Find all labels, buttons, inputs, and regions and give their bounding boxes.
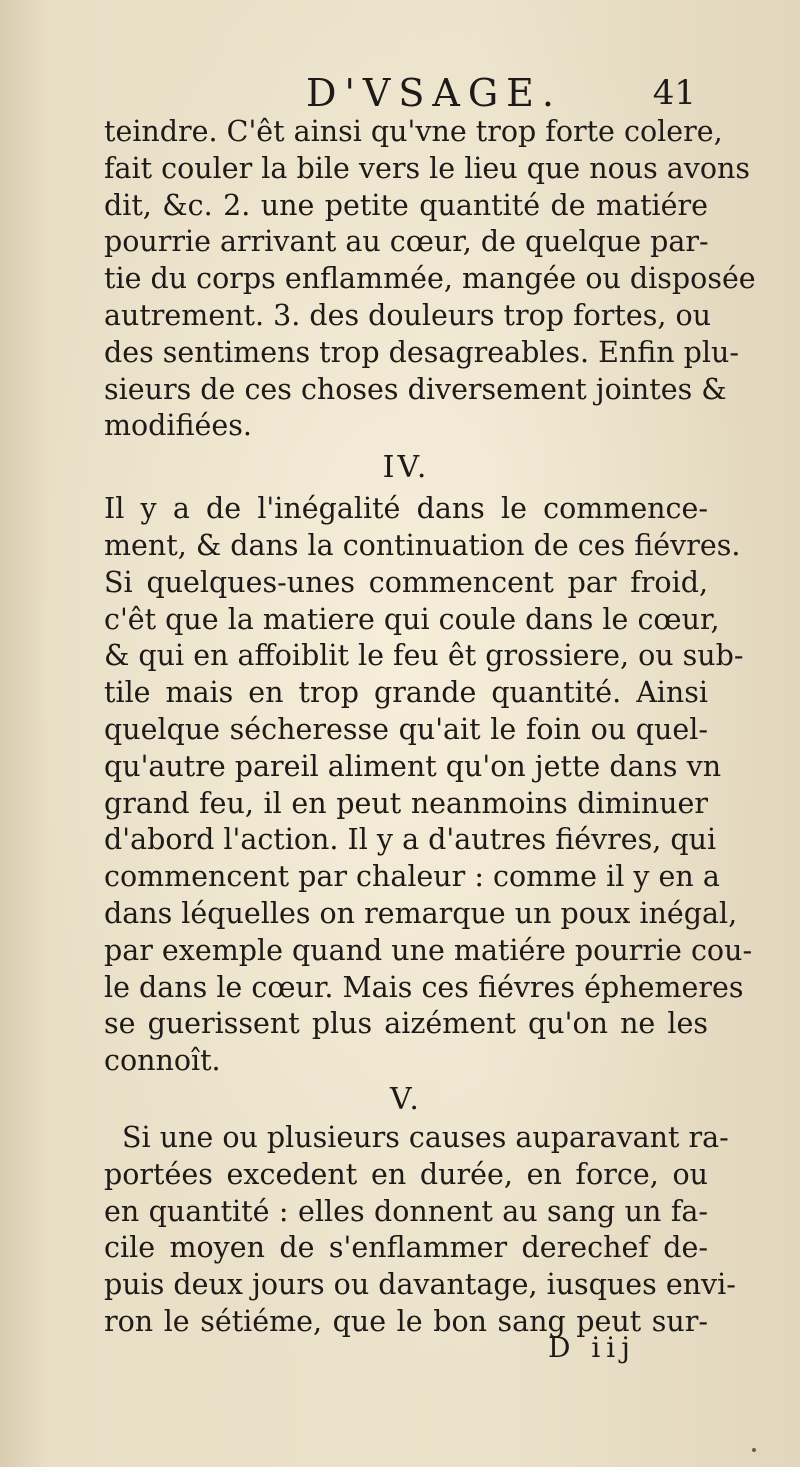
text-line: teindre. C'êt ainsi qu'vne trop forte colere, [104,115,723,148]
text-line: Si quelques-unes commencent par froid, [104,565,708,599]
text-line: modifiées. [104,409,252,443]
text-line: le dans le cœur. Mais ces fiévres éphemeres [104,970,744,1004]
text-line: grand feu, il en peut neanmoins diminuer [104,786,708,820]
section-heading-iv: IV. [382,450,430,486]
text-line: quelque sécheresse qu'ait le foin ou quel- [104,712,708,746]
text-line: sieurs de ces choses diversement jointes & [104,372,727,406]
running-title: D'VSAGE. [306,71,563,115]
text-line: & qui en affoiblit le feu êt grossiere, ou sub- [104,639,744,673]
text-line: dit, &c. 2. une petite quantité de matiére [104,188,708,222]
text-line: Si une ou plusieurs causes auparavant ra- [122,1120,729,1154]
text-line: dans léquelles on remarque un poux inégal, [104,896,738,930]
text-line: autrement. 3. des douleurs trop fortes, ou [104,298,712,332]
text-line: fait couler la bile vers le lieu que nous avons [104,151,751,185]
signature-mark: D iij [548,1331,636,1364]
text-line: ment, & dans la continuation de ces fiévres. [104,528,741,562]
text-line: commencent par chaleur : comme il y en a [104,860,720,894]
text-line: pourrie arrivant au cœur, de quelque par- [104,225,709,259]
text-line: qu'autre pareil aliment qu'on jette dans vn [104,749,722,783]
text-line: portées excedent en durée, en force, ou [104,1157,708,1191]
text-line: tile mais en trop grande quantité. Ainsi [104,676,708,710]
text-line: se guerissent plus aizément qu'on ne les [104,1007,708,1041]
text-line: c'êt que la matiere qui coule dans le cœur, [104,602,720,636]
text-line: par exemple quand une matiére pourrie cou- [104,933,753,967]
text-line: puis deux jours ou davantage, iusques envi- [104,1268,736,1302]
text-line: connoît. [104,1044,221,1078]
text-line: cile moyen de s'enflammer derechef de- [104,1231,708,1265]
text-line: tie du corps enflammée, mangée ou disposée [104,262,756,296]
text-line: en quantité : elles donnent au sang un fa- [104,1194,708,1228]
page-number: 41 [652,73,696,113]
page-header [96,70,696,116]
section-heading-v: V. [390,1081,422,1117]
text-line: Il y a de l'inégalité dans le commence- [104,492,708,526]
text-line: d'abord l'action. Il y a d'autres fiévres, qui [104,823,717,857]
text-line: des sentimens trop desagreables. Enfin plu- [104,335,740,369]
text-line: ron le sétiéme, que le bon sang peut sur- [104,1304,708,1338]
main-text [104,114,756,1341]
paper-speck [752,1448,756,1452]
